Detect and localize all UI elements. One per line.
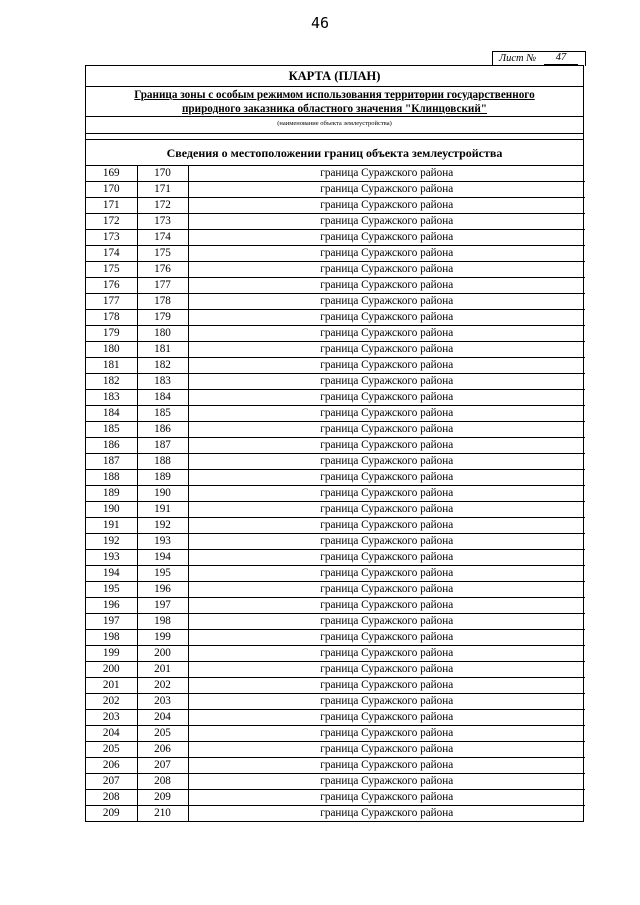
table-row (86, 262, 585, 278)
boundary-description-cell: граница Суражского района (188, 390, 585, 406)
from-point-cell: 184 (86, 406, 137, 422)
table-row (86, 326, 585, 342)
from-point-cell: 187 (86, 454, 137, 470)
table-row (86, 294, 585, 310)
boundary-description-cell: граница Суражского района (188, 406, 585, 422)
to-point-cell: 207 (137, 758, 188, 774)
boundary-table-body (86, 166, 585, 821)
to-point-cell: 187 (137, 438, 188, 454)
table-row (86, 726, 585, 742)
document-title: КАРТА (ПЛАН) (86, 66, 583, 87)
boundary-description-cell: граница Суражского района (188, 534, 585, 550)
from-point-cell: 206 (86, 758, 137, 774)
to-point-cell: 174 (137, 230, 188, 246)
to-point-cell: 178 (137, 294, 188, 310)
from-point-cell: 180 (86, 342, 137, 358)
to-point-cell: 170 (137, 166, 188, 182)
table-row (86, 614, 585, 630)
boundary-description-cell: граница Суражского района (188, 518, 585, 534)
to-point-cell: 173 (137, 214, 188, 230)
boundary-description-cell: граница Суражского района (188, 166, 585, 182)
sheet-label: Лист № (499, 53, 537, 64)
boundary-description-cell: граница Суражского района (188, 582, 585, 598)
to-point-cell: 183 (137, 374, 188, 390)
from-point-cell: 181 (86, 358, 137, 374)
from-point-cell: 203 (86, 710, 137, 726)
table-row (86, 742, 585, 758)
table-row (86, 310, 585, 326)
from-point-cell: 185 (86, 422, 137, 438)
boundary-description-cell: граница Суражского района (188, 198, 585, 214)
to-point-cell: 172 (137, 198, 188, 214)
table-row (86, 422, 585, 438)
to-point-cell: 203 (137, 694, 188, 710)
to-point-cell: 179 (137, 310, 188, 326)
table-row (86, 790, 585, 806)
table-row (86, 278, 585, 294)
from-point-cell: 201 (86, 678, 137, 694)
from-point-cell: 195 (86, 582, 137, 598)
boundary-description-cell: граница Суражского района (188, 310, 585, 326)
table-row (86, 390, 585, 406)
boundary-description-cell: граница Суражского района (188, 678, 585, 694)
from-point-cell: 200 (86, 662, 137, 678)
boundary-description-cell: граница Суражского района (188, 774, 585, 790)
boundary-description-cell: граница Суражского района (188, 726, 585, 742)
from-point-cell: 208 (86, 790, 137, 806)
table-row (86, 518, 585, 534)
sheet-number-box (492, 51, 586, 66)
table-row (86, 758, 585, 774)
to-point-cell: 202 (137, 678, 188, 694)
from-point-cell: 190 (86, 502, 137, 518)
from-point-cell: 174 (86, 246, 137, 262)
to-point-cell: 186 (137, 422, 188, 438)
boundary-description-cell: граница Суражского района (188, 790, 585, 806)
from-point-cell: 191 (86, 518, 137, 534)
from-point-cell: 177 (86, 294, 137, 310)
to-point-cell: 188 (137, 454, 188, 470)
boundary-description-cell: граница Суражского района (188, 550, 585, 566)
from-point-cell: 197 (86, 614, 137, 630)
boundary-description-cell: граница Суражского района (188, 694, 585, 710)
object-caption: (наименование объекта землеустройства) (86, 117, 583, 134)
boundary-description-cell: граница Суражского района (188, 630, 585, 646)
from-point-cell: 205 (86, 742, 137, 758)
to-point-cell: 205 (137, 726, 188, 742)
to-point-cell: 175 (137, 246, 188, 262)
table-row (86, 246, 585, 262)
boundary-description-cell: граница Суражского района (188, 758, 585, 774)
table-row (86, 374, 585, 390)
boundary-description-cell: граница Суражского района (188, 566, 585, 582)
to-point-cell: 192 (137, 518, 188, 534)
table-row (86, 630, 585, 646)
object-description (86, 87, 583, 117)
to-point-cell: 182 (137, 358, 188, 374)
boundary-description-cell: граница Суражского района (188, 438, 585, 454)
boundary-description-cell: граница Суражского района (188, 646, 585, 662)
from-point-cell: 169 (86, 166, 137, 182)
boundary-description-cell: граница Суражского района (188, 358, 585, 374)
table-row (86, 582, 585, 598)
boundary-table (86, 166, 585, 821)
boundary-description-cell: граница Суражского района (188, 422, 585, 438)
table-row (86, 182, 585, 198)
boundary-description-cell: граница Суражского района (188, 486, 585, 502)
from-point-cell: 192 (86, 534, 137, 550)
page-number: 46 (310, 14, 330, 32)
table-row (86, 502, 585, 518)
to-point-cell: 171 (137, 182, 188, 198)
from-point-cell: 173 (86, 230, 137, 246)
table-row (86, 598, 585, 614)
boundary-description-cell: граница Суражского района (188, 246, 585, 262)
from-point-cell: 207 (86, 774, 137, 790)
to-point-cell: 185 (137, 406, 188, 422)
table-row (86, 198, 585, 214)
from-point-cell: 175 (86, 262, 137, 278)
to-point-cell: 200 (137, 646, 188, 662)
from-point-cell: 189 (86, 486, 137, 502)
boundary-description-cell: граница Суражского района (188, 230, 585, 246)
boundary-description-cell: граница Суражского района (188, 326, 585, 342)
to-point-cell: 206 (137, 742, 188, 758)
boundary-description-cell: граница Суражского района (188, 710, 585, 726)
sheet-number: 47 (544, 52, 578, 65)
table-row (86, 806, 585, 822)
table-row (86, 214, 585, 230)
from-point-cell: 194 (86, 566, 137, 582)
to-point-cell: 209 (137, 790, 188, 806)
to-point-cell: 208 (137, 774, 188, 790)
table-row (86, 566, 585, 582)
from-point-cell: 198 (86, 630, 137, 646)
to-point-cell: 177 (137, 278, 188, 294)
from-point-cell: 183 (86, 390, 137, 406)
boundary-description-cell: граница Суражского района (188, 614, 585, 630)
from-point-cell: 209 (86, 806, 137, 822)
table-row (86, 550, 585, 566)
from-point-cell: 196 (86, 598, 137, 614)
boundary-description-cell: граница Суражского района (188, 214, 585, 230)
to-point-cell: 191 (137, 502, 188, 518)
to-point-cell: 201 (137, 662, 188, 678)
table-row (86, 774, 585, 790)
from-point-cell: 182 (86, 374, 137, 390)
from-point-cell: 171 (86, 198, 137, 214)
to-point-cell: 199 (137, 630, 188, 646)
table-row (86, 678, 585, 694)
from-point-cell: 176 (86, 278, 137, 294)
to-point-cell: 181 (137, 342, 188, 358)
to-point-cell: 190 (137, 486, 188, 502)
table-row (86, 646, 585, 662)
to-point-cell: 195 (137, 566, 188, 582)
from-point-cell: 170 (86, 182, 137, 198)
table-row (86, 534, 585, 550)
document-frame (85, 65, 584, 822)
to-point-cell: 176 (137, 262, 188, 278)
to-point-cell: 210 (137, 806, 188, 822)
boundary-description-cell: граница Суражского района (188, 742, 585, 758)
table-row (86, 470, 585, 486)
table-row (86, 342, 585, 358)
to-point-cell: 194 (137, 550, 188, 566)
table-row (86, 166, 585, 182)
table-row (86, 486, 585, 502)
from-point-cell: 172 (86, 214, 137, 230)
boundary-description-cell: граница Суражского района (188, 374, 585, 390)
to-point-cell: 204 (137, 710, 188, 726)
table-row (86, 358, 585, 374)
table-row (86, 694, 585, 710)
to-point-cell: 184 (137, 390, 188, 406)
from-point-cell: 199 (86, 646, 137, 662)
from-point-cell: 204 (86, 726, 137, 742)
boundary-description-cell: граница Суражского района (188, 278, 585, 294)
table-row (86, 230, 585, 246)
table-row (86, 454, 585, 470)
object-description-text: Граница зоны с особым режимом использования территории государственного природного заказника областного значения "Клинцовский" (134, 89, 535, 115)
from-point-cell: 186 (86, 438, 137, 454)
table-row (86, 710, 585, 726)
from-point-cell: 179 (86, 326, 137, 342)
boundary-description-cell: граница Суражского района (188, 182, 585, 198)
boundary-description-cell: граница Суражского района (188, 294, 585, 310)
from-point-cell: 178 (86, 310, 137, 326)
boundary-description-cell: граница Суражского района (188, 598, 585, 614)
to-point-cell: 197 (137, 598, 188, 614)
table-row (86, 438, 585, 454)
table-row (86, 406, 585, 422)
boundary-description-cell: граница Суражского района (188, 454, 585, 470)
to-point-cell: 189 (137, 470, 188, 486)
to-point-cell: 193 (137, 534, 188, 550)
boundary-description-cell: граница Суражского района (188, 502, 585, 518)
boundary-description-cell: граница Суражского района (188, 470, 585, 486)
table-row (86, 662, 585, 678)
to-point-cell: 180 (137, 326, 188, 342)
boundary-description-cell: граница Суражского района (188, 262, 585, 278)
from-point-cell: 188 (86, 470, 137, 486)
from-point-cell: 193 (86, 550, 137, 566)
boundary-description-cell: граница Суражского района (188, 662, 585, 678)
section-title: Сведения о местоположении границ объекта землеустройства (86, 140, 583, 166)
to-point-cell: 198 (137, 614, 188, 630)
to-point-cell: 196 (137, 582, 188, 598)
from-point-cell: 202 (86, 694, 137, 710)
boundary-description-cell: граница Суражского района (188, 806, 585, 822)
boundary-description-cell: граница Суражского района (188, 342, 585, 358)
